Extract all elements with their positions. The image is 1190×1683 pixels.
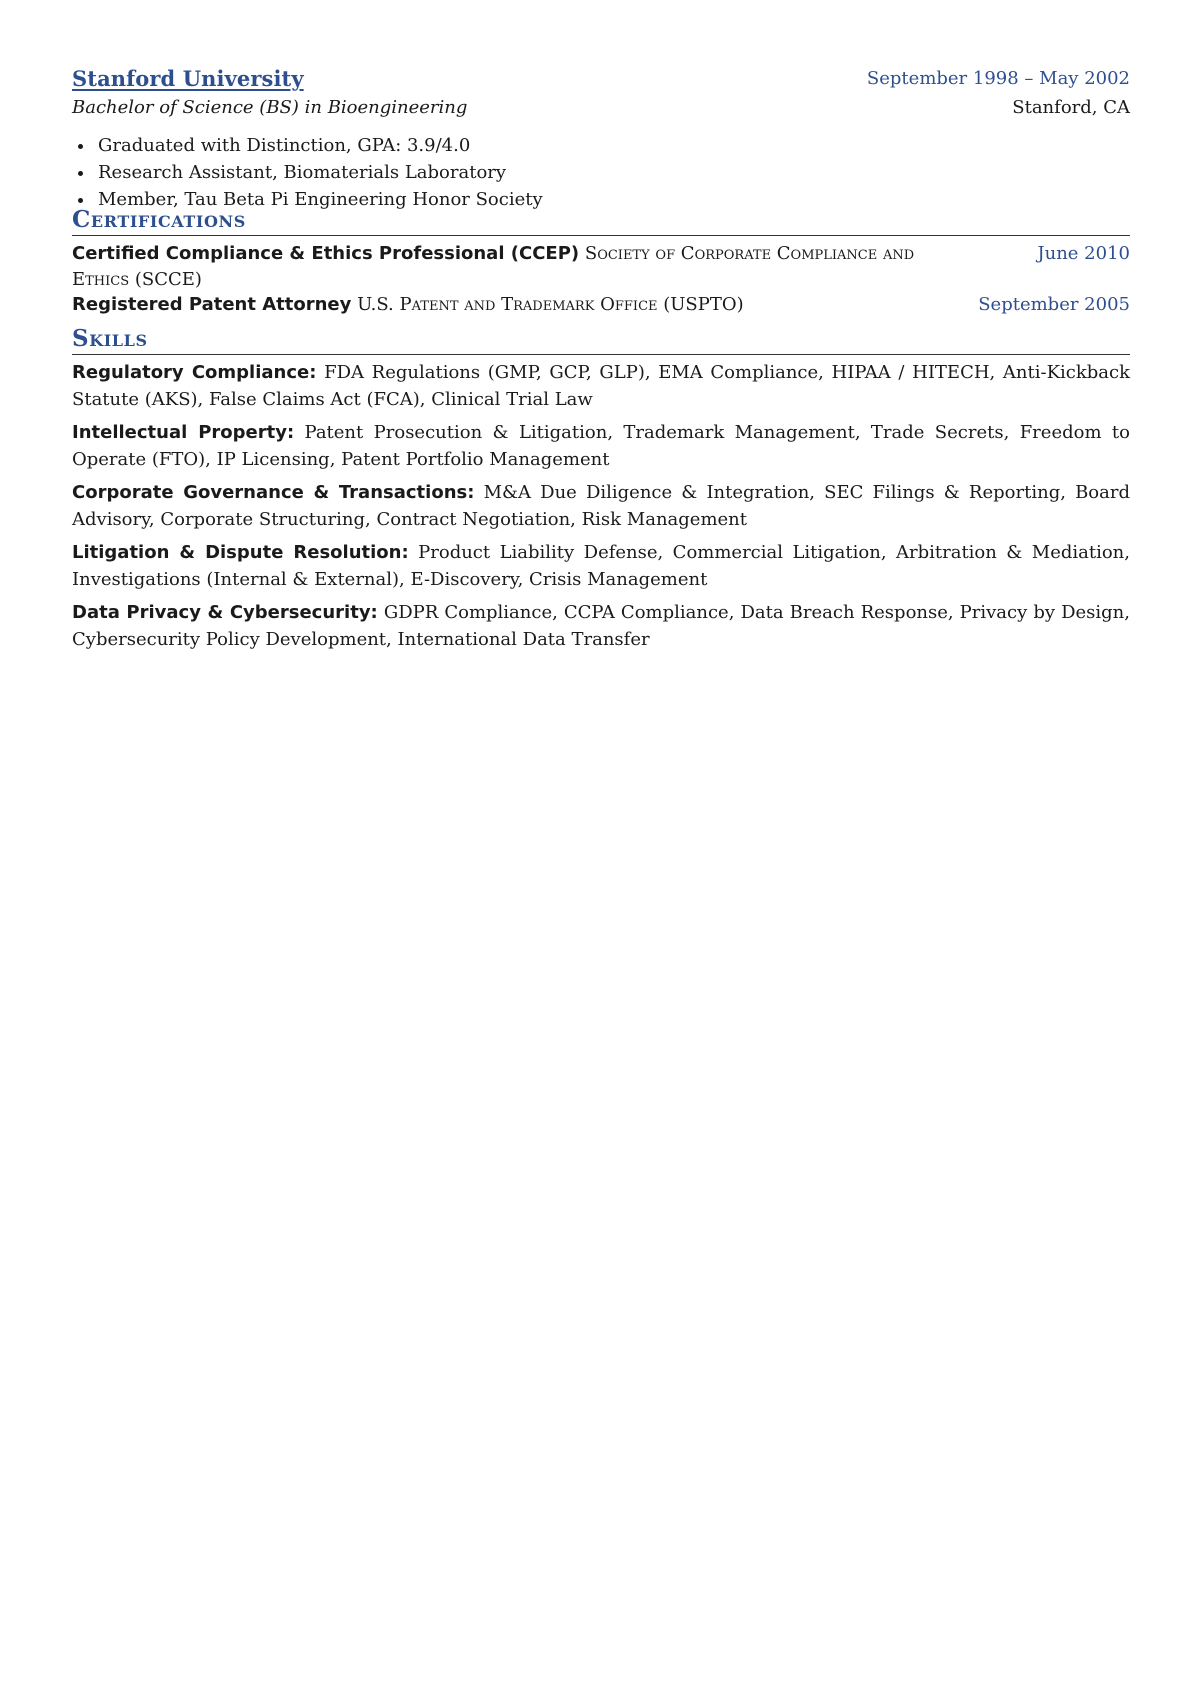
list-item: Research Assistant, Biomaterials Laboratory bbox=[72, 159, 543, 186]
certification-date: June 2010 bbox=[1037, 243, 1130, 264]
skills-heading: Skills bbox=[72, 326, 1130, 355]
skill-row bbox=[72, 539, 1130, 593]
certification-entry bbox=[72, 292, 1130, 318]
skill-label: Litigation & Dispute Resolution: bbox=[72, 542, 409, 563]
skill-row bbox=[72, 419, 1130, 473]
list-item: Graduated with Distinction, GPA: 3.9/4.0 bbox=[72, 132, 543, 159]
skill-value: Patent Prosecution & Litigation, Trademark Management, Trade Secrets, Freedom to Operate (FTO), IP Licensing, Patent Portfolio Management bbox=[72, 422, 1130, 470]
skill-label: Data Privacy & Cybersecurity: bbox=[72, 602, 378, 623]
list-item: Member, Tau Beta Pi Engineering Honor Society bbox=[72, 186, 543, 213]
school-name-link[interactable]: Stanford University bbox=[72, 66, 304, 91]
skill-value: GDPR Compliance, CCPA Compliance, Data Breach Response, Privacy by Design, Cybersecurity Policy Development, International Data Transfer bbox=[72, 602, 1130, 650]
education-dates: September 1998 – May 2002 bbox=[866, 68, 1130, 89]
certification-org: Society of Corporate Compliance and bbox=[584, 243, 915, 264]
certification-name: Registered Patent Attorney bbox=[72, 294, 352, 315]
skill-value: M&A Due Diligence & Integration, SEC Filings & Reporting, Board Advisory, Corporate Structuring, Contract Negotiation, Risk Management bbox=[72, 482, 1130, 530]
skill-row bbox=[72, 359, 1130, 413]
certification-org: U.S. Patent and Trademark Office (USPTO) bbox=[357, 294, 744, 315]
certifications-heading: Certifications bbox=[72, 207, 1130, 236]
degree: Bachelor of Science (BS) in Bioengineering bbox=[72, 97, 468, 118]
certification-entry bbox=[72, 241, 1130, 293]
education-location: Stanford, CA bbox=[1012, 97, 1130, 118]
skill-row bbox=[72, 479, 1130, 533]
skill-label: Intellectual Property: bbox=[72, 422, 295, 443]
education-highlights bbox=[72, 132, 543, 213]
certification-date: September 2005 bbox=[978, 294, 1130, 315]
skill-value: Product Liability Defense, Commercial Litigation, Arbitration & Mediation, Investigations (Internal & External), E-Discovery, Crisis Management bbox=[72, 542, 1130, 590]
skill-value: FDA Regulations (GMP, GCP, GLP), EMA Compliance, HIPAA / HITECH, Anti-Kickback Statute (AKS), False Claims Act (FCA), Clinical Trial Law bbox=[72, 362, 1131, 410]
certification-name: Certified Compliance & Ethics Professional (CCEP) bbox=[72, 243, 580, 264]
skill-label: Corporate Governance & Transactions: bbox=[72, 482, 475, 503]
skill-label: Regulatory Compliance: bbox=[72, 362, 317, 383]
skill-row bbox=[72, 599, 1130, 653]
certification-org-continued: Ethics (SCCE) bbox=[72, 269, 202, 290]
